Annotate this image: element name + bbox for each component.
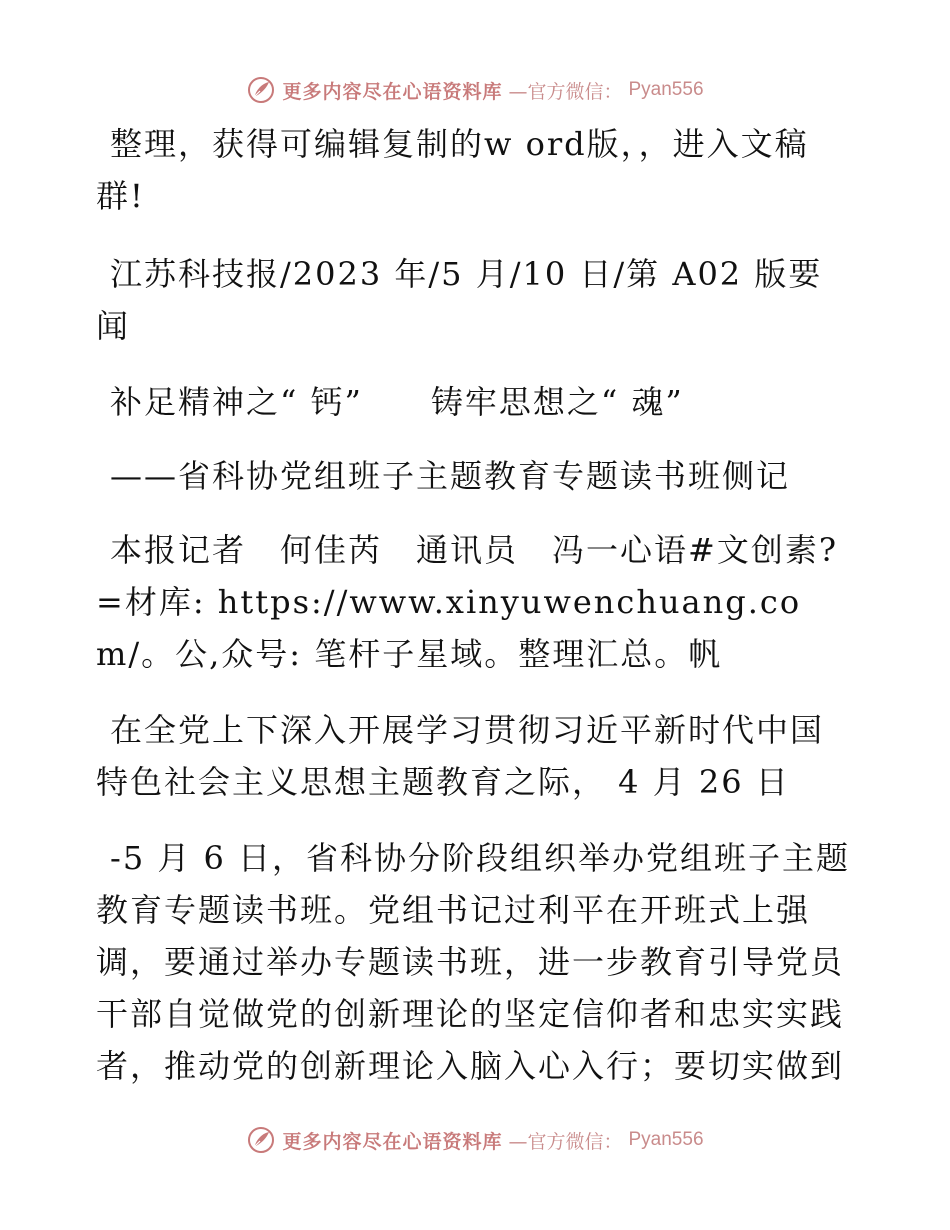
watermark-separator: —官方微信： [508, 1130, 623, 1153]
paragraph-body-1: 在全党上下深入开展学习贯彻习近平新时代中国特色社会主义思想主题教育之际， 4 月 26 日 [96, 711, 825, 801]
leaf-brush-logo-icon [246, 75, 276, 105]
document-body [96, 118, 856, 1118]
paragraph-byline: 本报记者 何佳芮 通讯员 冯一心语#文创素?=材库: https://www.xinyuwenchuang.com/。公,众号: 笔杆子星域。整理汇总。帆 [96, 531, 838, 673]
watermark-main-text: 更多内容尽在心语资料库 [282, 80, 503, 103]
paragraph-intro: 整理，获得可编辑复制的w ord版，，进入文稿群! [96, 125, 809, 215]
watermark-main-text: 更多内容尽在心语资料库 [282, 1130, 503, 1153]
watermark-footer [0, 1120, 950, 1160]
paragraph-body-2: -5 月 6 日，省科协分阶段组织举办党组班子主题教育专题读书班。党组书记过利平在开班式上强调，要通过举办专题读书班，进一步教育引导党员干部自觉做党的创新理论的坚定信仰者和忠实实践者，推动党的创新理论入脑入心入行；要切实做到 [96, 839, 851, 1085]
watermark-handle: Pyan556 [628, 79, 704, 100]
watermark-separator: —官方微信： [508, 80, 623, 103]
article-subheadline: ——省科协党组班子主题教育专题读书班侧记 [110, 457, 791, 495]
article-headline: 补足精神之“ 钙” 铸牢思想之“ 魂” [110, 383, 684, 421]
leaf-brush-logo-icon [246, 1125, 276, 1155]
watermark-header [0, 70, 950, 110]
paragraph-dateline: 江苏科技报/2023 年/5 月/10 日/第 A02 版要闻 [96, 255, 823, 345]
watermark-handle: Pyan556 [628, 1129, 704, 1150]
